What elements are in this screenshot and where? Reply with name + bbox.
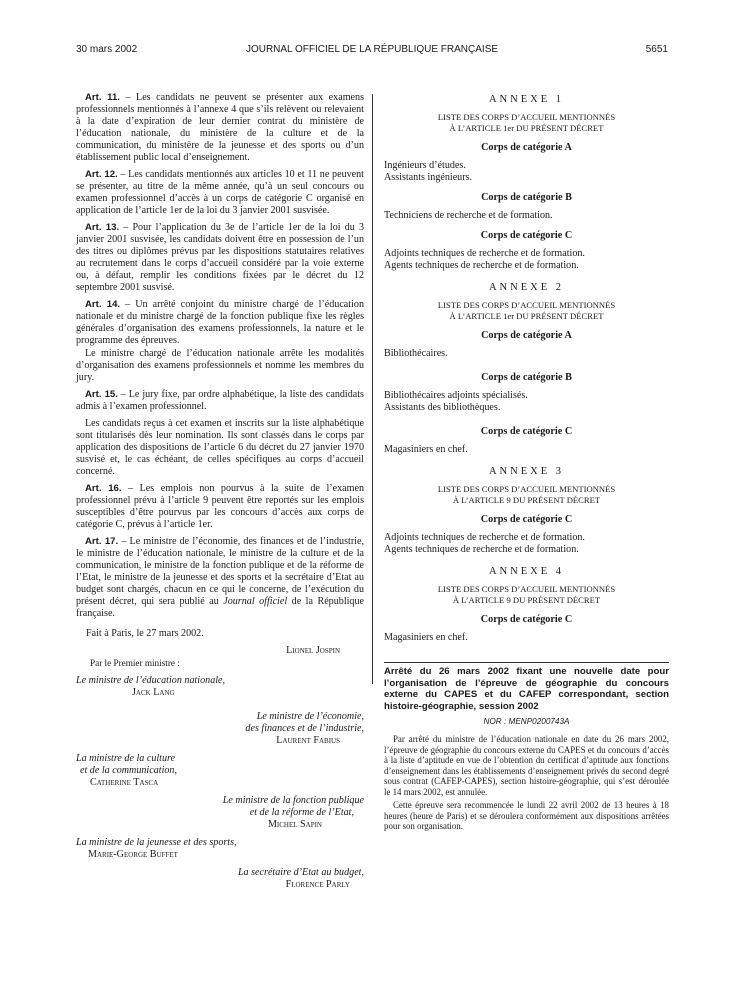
annexe-1-b-item: Techniciens de recherche et de formation. (384, 210, 553, 221)
article-14: Art. 14. – Un arrêté conjoint du ministre chargé de l’éducation nationale et du ministre chargé de la fonction publique fixe les règles générales d’organisation des examens professionnels, la nature et le programme des épreuves. (76, 299, 364, 346)
minister-3-name: Catherine Tasca (90, 777, 159, 788)
minister-1-title: Le ministre de l’éducation nationale, (76, 675, 226, 686)
arrete-body-1: Par arrêté du ministre de l’éducation nationale en date du 26 mars 2002, l’épreuve de géographie du concours externe du CAPES et du concours d’accès à la liste d’aptitude en vue de l’obtention du certificat d’aptitude aux fonctions d’enseignement dans les établissements d’enseignement privés du second degré sous contrat (CAFEP-CAPES), section histoire-géographie, qui s’est déroulée le 14 mars 2002, est annulée. (384, 734, 669, 797)
article-16: Art. 16. – Les emplois non pourvus à la suite de l’examen professionnel prévu à l’article 9 peuvent être reportés sur les emplois susceptibles d’être pourvus par les concours d’accès aux corps de catégorie C, prévus à l’article 1er. (76, 483, 364, 530)
annexe-2-cat-a: Corps de catégorie A (481, 330, 572, 341)
annexe-2-cat-c: Corps de catégorie C (480, 426, 573, 437)
minister-5-title: La ministre de la jeunesse et des sports, (76, 837, 237, 848)
annexe-4-subtitle-b: À L’ARTICLE 9 DU PRÉSENT DÉCRET (452, 595, 601, 605)
annexe-1-subtitle-a: LISTE DES CORPS D’ACCUEIL MENTIONNÉS (437, 112, 616, 122)
annexe-1-cat-a: Corps de catégorie A (481, 142, 572, 153)
annexe-2-heading: ANNEXE 2 (488, 282, 565, 293)
minister-4-title-a: Le ministre de la fonction publique (222, 795, 364, 806)
annexe-3-c-item: Adjoints techniques de recherche et de formation. (384, 532, 585, 543)
annexe-1-cat-c: Corps de catégorie C (480, 230, 573, 241)
signatory-pm: Lionel Jospin (286, 645, 340, 656)
annexe-1-a-item: Ingénieurs d’études. (384, 160, 466, 171)
article-15-para: Les candidats reçus à cet examen et inscrits sur la liste alphabétique sont titularisés dès leur nomination. Ils sont classés dans le corps par application des dispositions de l’article 6 du décret du 27 janvier 1970 susvisé et, le cas échéant, de celles spécifiques au corps d’accueil concerné. (76, 418, 364, 477)
minister-2-title-b: des finances et de l’industrie, (245, 723, 364, 734)
signing-place-date: Fait à Paris, le 27 mars 2002. (86, 628, 204, 639)
annexe-1-a-item: Assistants ingénieurs. (384, 172, 473, 183)
annexe-3-subtitle-b: À L’ARTICLE 9 DU PRÉSENT DÉCRET (452, 495, 601, 505)
article-13: Art. 13. – Pour l’application du 3e de l’article 1er de la loi du 3 janvier 2001 susvisée, les candidats doivent être en possession de l’un des titres ou diplômes prévus par les dispositions statutaires relatives au recrutement dans le corps d’accueil considéré par la voie externe ou, à défaut, remplir les conditions fixées par le décret du 12 septembre 2001 susvisé. (76, 222, 364, 293)
annexe-3-heading: ANNEXE 3 (488, 466, 565, 477)
article-15: Art. 15. – Le jury fixe, par ordre alphabétique, la liste des candidats admis à l’examen professionnel. (76, 389, 364, 412)
annexe-4-cat-c: Corps de catégorie C (480, 614, 573, 625)
annexe-4-subtitle-a: LISTE DES CORPS D’ACCUEIL MENTIONNÉS (437, 584, 616, 594)
article-17: Art. 17. – Le ministre de l’économie, des finances et de l’industrie, le ministre de l’éducation nationale, le ministre de la culture et de la communication, le ministre de la fonction publique et de la réforme de l’Etat, le ministre de la jeunesse et des sports et la secrétaire d’Etat au budget sont chargés, chacun en ce qui le concerne, de l’exécution du présent décret, qui sera publié au Journal officiel de la République française. (76, 536, 364, 619)
annexe-1-subtitle-b: À L’ARTICLE 1er DU PRÉSENT DÉCRET (449, 123, 604, 133)
article-12: Art. 12. – Les candidats mentionnés aux articles 10 et 11 ne peuvent se présenter, au titre de la même année, qu’à un seul concours ou examen professionnel d’accès à un corps de catégorie C organisé en application de l’article 1er de la loi du 3 janvier 2001 susvisée. (76, 169, 364, 216)
annexe-3-subtitle-a: LISTE DES CORPS D’ACCUEIL MENTIONNÉS (437, 484, 616, 494)
journal-title: JOURNAL OFFICIEL DE LA RÉPUBLIQUE FRANÇAISE (245, 44, 499, 55)
minister-3-title-a: La ministre de la culture (76, 753, 176, 764)
minister-1-name: Jack Lang (132, 687, 175, 698)
annexe-2-subtitle-b: À L’ARTICLE 1er DU PRÉSENT DÉCRET (449, 311, 604, 321)
minister-4-name: Michel Sapin (267, 819, 322, 830)
minister-2-title-a: Le ministre de l’économie, (256, 711, 364, 722)
annexe-1-heading: ANNEXE 1 (488, 94, 565, 105)
annexe-3-cat-c: Corps de catégorie C (480, 514, 573, 525)
article-11: Art. 11. – Les candidats ne peuvent se présenter aux examens professionnels mentionnés à l’annexe 4 que s’ils relèvent ou relevaient à la date d’expiration de leur dernier contrat du ministère de l’éducation nationale, du ministère de la culture et de la communication, du ministère de la jeunesse et des sports ou d’un établissement public local d’enseignement. (76, 92, 365, 163)
annexe-2-c-item: Magasiniers en chef. (384, 444, 468, 455)
page-number: 5651 (645, 44, 668, 55)
page-header (76, 44, 668, 58)
annexe-2-subtitle-a: LISTE DES CORPS D’ACCUEIL MENTIONNÉS (437, 300, 616, 310)
annexe-2-b-item: Bibliothécaires adjoints spécialisés. (384, 390, 528, 401)
minister-5-name: Marie-George Buffet (88, 849, 178, 860)
minister-6-name: Florence Parly (285, 879, 350, 890)
right-column (384, 92, 669, 835)
nor-reference: NOR : MENP0200743A (483, 717, 570, 726)
annexe-1-cat-b: Corps de catégorie B (481, 192, 572, 203)
issue-date: 30 mars 2002 (76, 44, 138, 55)
minister-6-title: La secrétaire d’Etat au budget, (237, 867, 364, 878)
minister-2-name: Laurent Fabius (276, 735, 340, 746)
annexe-1-c-item: Adjoints techniques de recherche et de formation. (384, 248, 585, 259)
annexe-2-cat-b: Corps de catégorie B (481, 372, 572, 383)
annexe-4-c-item: Magasiniers en chef. (384, 632, 468, 643)
annexe-1-c-item: Agents techniques de recherche et de formation. (384, 260, 579, 271)
annexe-3-c-item: Agents techniques de recherche et de formation. (384, 544, 579, 555)
minister-3-title-b: et de la communication, (80, 765, 177, 776)
signatory-intro: Par le Premier ministre : (90, 658, 180, 668)
left-column (76, 92, 364, 891)
column-divider (372, 94, 373, 684)
article-14-para: Le ministre chargé de l’éducation nationale arrête les modalités d’organisation des examens professionnels et nomme les membres du jury. (76, 348, 364, 383)
minister-4-title-b: et de la réforme de l’Etat, (249, 807, 354, 818)
annexe-4-heading: ANNEXE 4 (488, 566, 565, 577)
arrete-title: Arrêté du 26 mars 2002 fixant une nouvelle date pour l’organisation de l’épreuve de géographie du concours externe du CAPES et du CAFEP correspondant, section histoire-géographie, session 2002 (384, 662, 669, 712)
annexe-2-b-item: Assistants des bibliothèques. (384, 402, 501, 413)
arrete-body-2: Cette épreuve sera recommencée le lundi 22 avril 2002 de 13 heures à 18 heures (heure de Paris) et se déroulera conformément aux dispositions arrêtées pour son organisation. (384, 800, 669, 831)
annexe-2-a-item: Bibliothécaires. (384, 348, 448, 359)
